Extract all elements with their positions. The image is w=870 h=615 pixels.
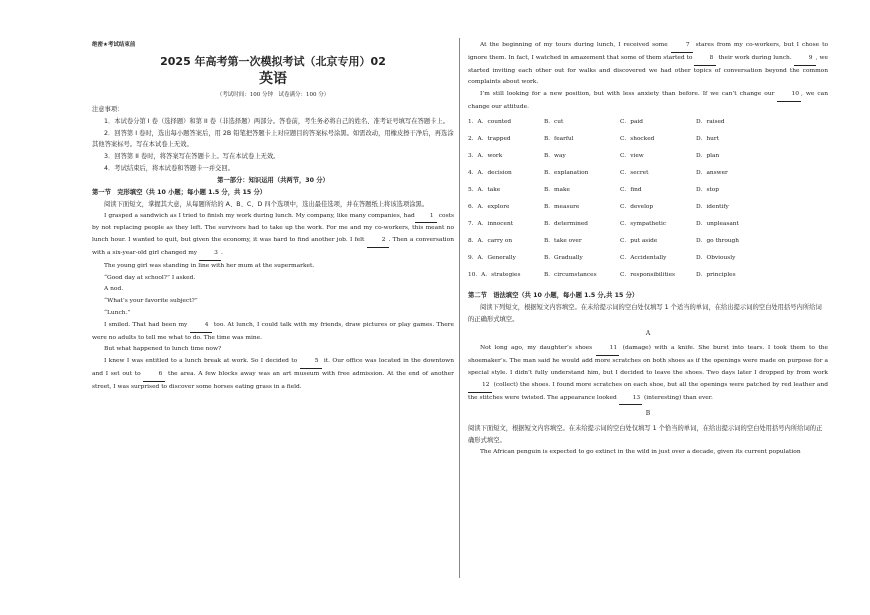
blank-9[interactable]: 9 xyxy=(794,53,816,66)
options-table xyxy=(468,114,828,284)
section2-heading: 第二节 语法填空（共 10 小题，每小题 1.5 分,共 15 分） xyxy=(468,291,639,299)
blank-3[interactable]: 3 xyxy=(199,248,221,261)
passage-paragraph: I smiled. That had been my 4 too. At lunch, I could talk with my friends, draw pictures or play games. There were no adults to tell me what to do. The time was mine. xyxy=(92,321,454,341)
blank-2[interactable]: 2 xyxy=(367,235,389,248)
option[interactable]: D．identify xyxy=(696,203,729,210)
passage-paragraph: At the beginning of my tours during lunch, I received some 7 stares from my co-workers, but I chose to ignore them. In fact, I watched in amazement that some of them started to 8 their work during lunch. 9 , we started inviting each other out for walks and discovered we had other topics of conversation beyond the common complaints about work. xyxy=(468,42,829,86)
option[interactable]: C．shocked xyxy=(620,135,655,142)
option[interactable]: C．sympathetic xyxy=(620,220,667,227)
option[interactable]: B．determined xyxy=(544,220,588,227)
option[interactable]: C．develop xyxy=(620,203,654,210)
option[interactable]: 7．A．innocent xyxy=(468,220,514,227)
notes-heading: 注意事项： xyxy=(92,106,124,113)
option[interactable]: B．make xyxy=(544,186,570,193)
passage-paragraph: The African penguin is expected to go extinct in the wild in just over a decade, given its current population xyxy=(480,448,801,455)
passage-a-label: A xyxy=(645,330,651,338)
blank-10[interactable]: 10 xyxy=(777,89,801,102)
option[interactable]: C．Accidentally xyxy=(620,254,667,261)
passage-paragraph: Not long ago, my daughter’s shoes 11 (damage) with a knife. She burst into tears. I took them to the shoemaker’s. The man said he would add more scratches on both shoes as if the openings were made on purpose for a special style. I didn’t fully understand him, but I decided to leave the shoes. Two days later I dropped by from work 12 (collect) the shoes. I found more scratches on each shoe, but all the openings were patched by red leather and the stitches were twisted. The appearance looked 13 (interesting) than ever. xyxy=(468,343,828,405)
passage-paragraph: But what happened to lunch time now? xyxy=(104,346,222,353)
passage-paragraph: “Lunch.” xyxy=(104,309,131,316)
passage-paragraph: “What’s your favorite subject?” xyxy=(104,298,198,305)
option[interactable]: 2．A．trapped xyxy=(468,135,511,142)
option[interactable]: B．fearful xyxy=(544,135,574,142)
option[interactable]: 10．A．strategies xyxy=(468,271,521,278)
option[interactable]: D．principles xyxy=(696,271,736,278)
column-divider xyxy=(459,38,460,578)
option[interactable]: 5．A．take xyxy=(468,186,501,193)
option[interactable]: D．Obviously xyxy=(696,254,736,261)
passage-paragraph: “Good day at school?” I asked. xyxy=(104,274,196,281)
blank-6[interactable]: 6 xyxy=(143,369,165,382)
option[interactable]: 3．A．work xyxy=(468,152,503,159)
option[interactable]: B．way xyxy=(544,152,566,159)
option[interactable]: D．stop xyxy=(696,186,719,193)
option[interactable]: C．secret xyxy=(620,169,649,176)
passage-paragraph: I grasped a sandwich as I tried to finish my work during lunch. My company, like many companies, had 1 costs by not replacing people as they left. The survivors had to take up the work. For me and my co-workers, this meant no lunch hour. I wanted to quit, but given the economy, it was hard to find another job. I felt 2 . Then a conversation with a six-year-old girl changed my 3 . xyxy=(92,211,454,261)
exam-info: （考试时间：100 分钟 试卷满分：100 分） xyxy=(216,92,330,98)
note-item: 3．回答第 II 卷时，将答案写在答题卡上。写在本试卷上无效。 xyxy=(104,153,280,161)
passage-paragraph: I knew I was entitled to a lunch break at work. So I decided to 5 it. Our office was located in the downtown and I set out to 6 the area. A few blocks away was an art museum with free admission. At the end of another street, I was surprised to discover some horses eating grass in a field. xyxy=(92,358,454,390)
option[interactable]: 1．A．counted xyxy=(468,118,512,125)
blank-12[interactable]: 12 xyxy=(468,380,492,393)
option[interactable]: D．answer xyxy=(696,169,728,176)
right-column xyxy=(468,40,828,459)
exam-title: 2025 年高考第一次模拟考试（北京专用）02 xyxy=(160,55,386,68)
option[interactable]: 4．A．decision xyxy=(468,169,512,176)
blank-5[interactable]: 5 xyxy=(300,356,322,369)
option[interactable]: B．measure xyxy=(544,203,580,210)
blank-13[interactable]: 13 xyxy=(619,393,643,406)
option[interactable]: C．view xyxy=(620,152,644,159)
section1-heading: 第一节 完形填空（共 10 小题；每小题 1.5 分，共 15 分） xyxy=(92,188,267,196)
option[interactable]: D．plan xyxy=(696,152,720,159)
passage-b-instructions: 阅读下面短文，根据短文内容填空。在未给提示词的空白处仅填写 1 个恰当的单词，在给出提示词的空白处用括号内所给词的正确形式填空。 xyxy=(468,425,823,445)
option[interactable]: B．explanation xyxy=(544,169,589,176)
note-item: 2．回答第 I 卷时，选出每小题答案后，用 2B 铅笔把答题卡上对应题目的答案标号涂黑。如需改动，用橡皮擦干净后，再选涂其他答案标号。写在本试卷上无效。 xyxy=(92,129,454,149)
secret-mark: 绝密★考试结束前 xyxy=(92,42,136,48)
blank-1[interactable]: 1 xyxy=(415,211,437,224)
option[interactable]: 8．A．carry on xyxy=(468,237,513,244)
option[interactable]: D．raised xyxy=(696,118,725,125)
part1-heading: 第一部分：知识运用（共两节，30 分） xyxy=(217,176,329,184)
option[interactable]: C．find xyxy=(620,186,642,193)
option[interactable]: B．circumstances xyxy=(544,271,597,278)
blank-7[interactable]: 7 xyxy=(671,40,693,53)
option[interactable]: 6．A．explore xyxy=(468,203,510,210)
passage-b-label: B xyxy=(645,410,651,418)
option[interactable]: B．take over xyxy=(544,237,582,244)
option[interactable]: C．responsibilities xyxy=(620,271,676,278)
section2-instructions: 阅读下列短文，根据短文内容填空。在未给提示词的空白处仅填写 1 个适当的单词，在给出提示词的空白处用括号内所给词的正确形式填空。 xyxy=(468,303,822,323)
option[interactable]: B．Gradually xyxy=(544,254,583,261)
note-item: 1．本试卷分第 I 卷（选择题）和第 II 卷（非选择题）两部分。答卷前，考生务必将自己的姓名、准考证号填写在答题卡上。 xyxy=(104,117,450,125)
option[interactable]: D．go through xyxy=(696,237,739,244)
section1-instructions: 阅读下面短文，掌握其大意，从每题所给的 A、B、C、D 四个选项中，选出最佳选项，并在答题纸上将该选项涂黑。 xyxy=(104,200,429,208)
option[interactable]: D．hurt xyxy=(696,135,720,142)
option[interactable]: C．paid xyxy=(620,118,643,125)
subject-title: 英语 xyxy=(259,71,287,87)
passage-paragraph: I’m still looking for a new position, but with less anxiety than before. If we can’t change our 10 , we can change our attitude. xyxy=(468,91,828,110)
option[interactable]: C．put aside xyxy=(620,237,658,244)
left-column xyxy=(92,40,454,394)
note-item: 4．考试结束后，将本试卷和答题卡一并交回。 xyxy=(104,164,234,172)
blank-11[interactable]: 11 xyxy=(596,343,620,356)
option[interactable]: B．cut xyxy=(544,118,564,125)
passage-paragraph: The young girl was standing in line with her mum at the supermarket. xyxy=(104,262,315,269)
blank-4[interactable]: 4 xyxy=(190,320,212,333)
passage-paragraph: A nod. xyxy=(104,286,124,293)
option[interactable]: D．unpleasant xyxy=(696,220,739,227)
option[interactable]: 9．A．Generally xyxy=(468,254,516,261)
blank-8[interactable]: 8 xyxy=(694,53,716,66)
